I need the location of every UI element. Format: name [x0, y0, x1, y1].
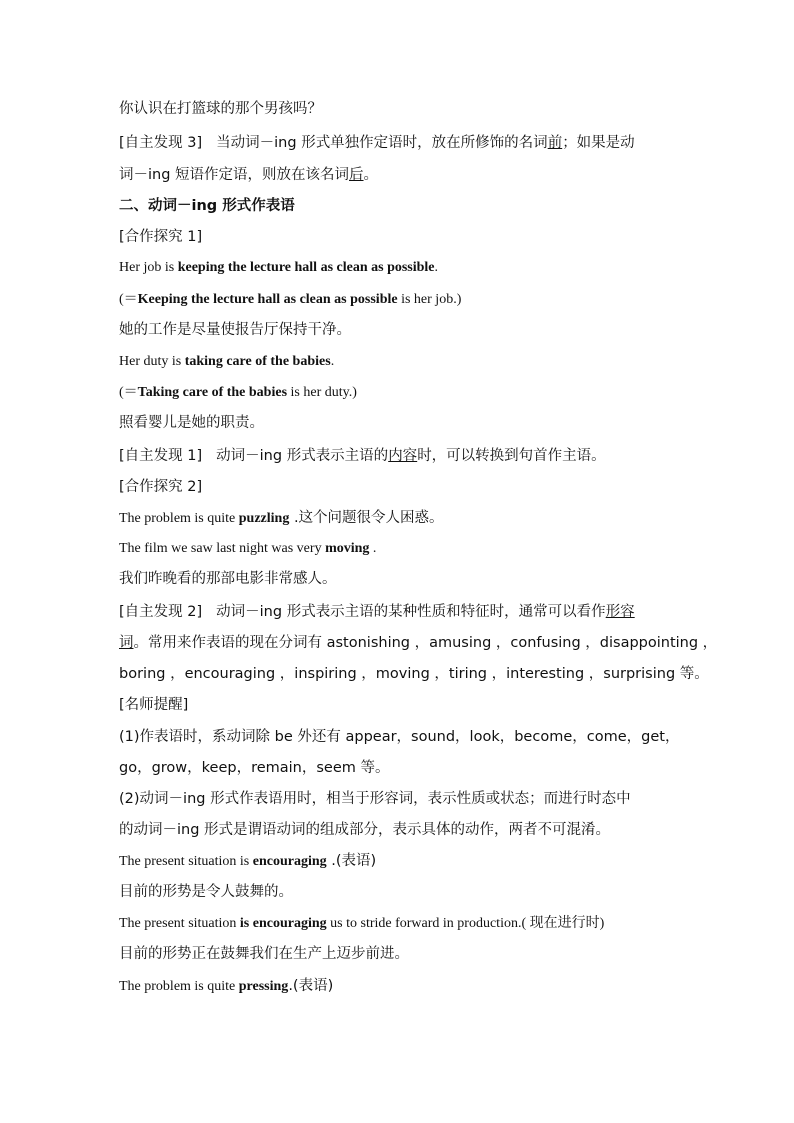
- section-label: [自主发现 3]: [119, 135, 203, 151]
- section-label: [自主发现 2]: [119, 604, 203, 620]
- underlined-answer: 内容: [388, 448, 418, 464]
- example-sentence: The present situation is encouraging .(表语): [119, 853, 377, 869]
- self-discovery-3-cont: 词－ing 短语作定语，则放在该名词后。: [119, 167, 379, 183]
- example-sentence: (＝Taking care of the babies is her duty.): [119, 385, 357, 400]
- self-discovery-3: [自主发现 3] 当动词－ing 形式单独作定语时，放在所修饰的名词前；如果是动: [119, 135, 635, 151]
- self-discovery-2-cont: 词。常用来作表语的现在分词有 astonishing ，amusing ，confusing ，disappointing ，: [119, 635, 718, 651]
- self-discovery-2-list: boring ，encouraging ，inspiring ，moving ，tiring ，interesting ，surprising 等。: [119, 666, 709, 682]
- section-label: [自主发现 1]: [119, 448, 203, 464]
- self-discovery-1: [自主发现 1] 动词－ing 形式表示主语的内容时，可以转换到句首作主语。: [119, 448, 606, 464]
- sentence-translation: 照看婴儿是她的职责。: [119, 415, 264, 431]
- cooperative-inquiry-2: [合作探究 2]: [119, 479, 203, 495]
- reminder-point-2-cont: 的动词－ing 形式是谓语动词的组成部分，表示具体的动作，两者不可混淆。: [119, 822, 611, 838]
- sentence-translation: 你认识在打篮球的那个男孩吗？: [119, 101, 322, 117]
- example-sentence: The problem is quite puzzling .这个问题很令人困惑。: [119, 510, 444, 526]
- sentence-translation: 目前的形势是令人鼓舞的。: [119, 884, 293, 900]
- underlined-answer: 词: [119, 635, 134, 651]
- section-heading: 二、动词－ing 形式作表语: [119, 198, 295, 214]
- example-sentence: The present situation is encouraging us to stride forward in production.( 现在进行时): [119, 916, 605, 931]
- example-sentence: (＝Keeping the lecture hall as clean as possible is her job.): [119, 292, 462, 307]
- underlined-answer: 前: [547, 135, 563, 151]
- example-sentence: The film we saw last night was very moving .: [119, 541, 377, 556]
- reminder-point-2: (2)动词－ing 形式作表语用时，相当于形容词，表示性质或状态；而进行时态中: [119, 791, 631, 807]
- reminder-point-1-cont: go，grow，keep，remain，seem 等。: [119, 760, 390, 776]
- sentence-translation: 她的工作是尽量使报告厅保持干净。: [119, 322, 351, 338]
- self-discovery-2: [自主发现 2] 动词－ing 形式表示主语的某种性质和特征时，通常可以看作形容: [119, 604, 635, 620]
- sentence-translation: 目前的形势正在鼓舞我们在生产上迈步前进。: [119, 946, 409, 962]
- sentence-translation: 我们昨晚看的那部电影非常感人。: [119, 571, 337, 587]
- underlined-answer: 形容: [605, 604, 635, 620]
- underlined-answer: 后: [349, 167, 364, 183]
- reminder-point-1: (1)作表语时，系动词除 be 外还有 appear，sound，look，become，come，get，: [119, 729, 680, 745]
- cooperative-inquiry-1: [合作探究 1]: [119, 229, 203, 245]
- example-sentence: Her job is keeping the lecture hall as clean as possible.: [119, 260, 439, 275]
- example-sentence: The problem is quite pressing.(表语): [119, 978, 334, 994]
- example-sentence: Her duty is taking care of the babies.: [119, 354, 335, 369]
- teacher-reminder-heading: [名师提醒]: [119, 697, 189, 713]
